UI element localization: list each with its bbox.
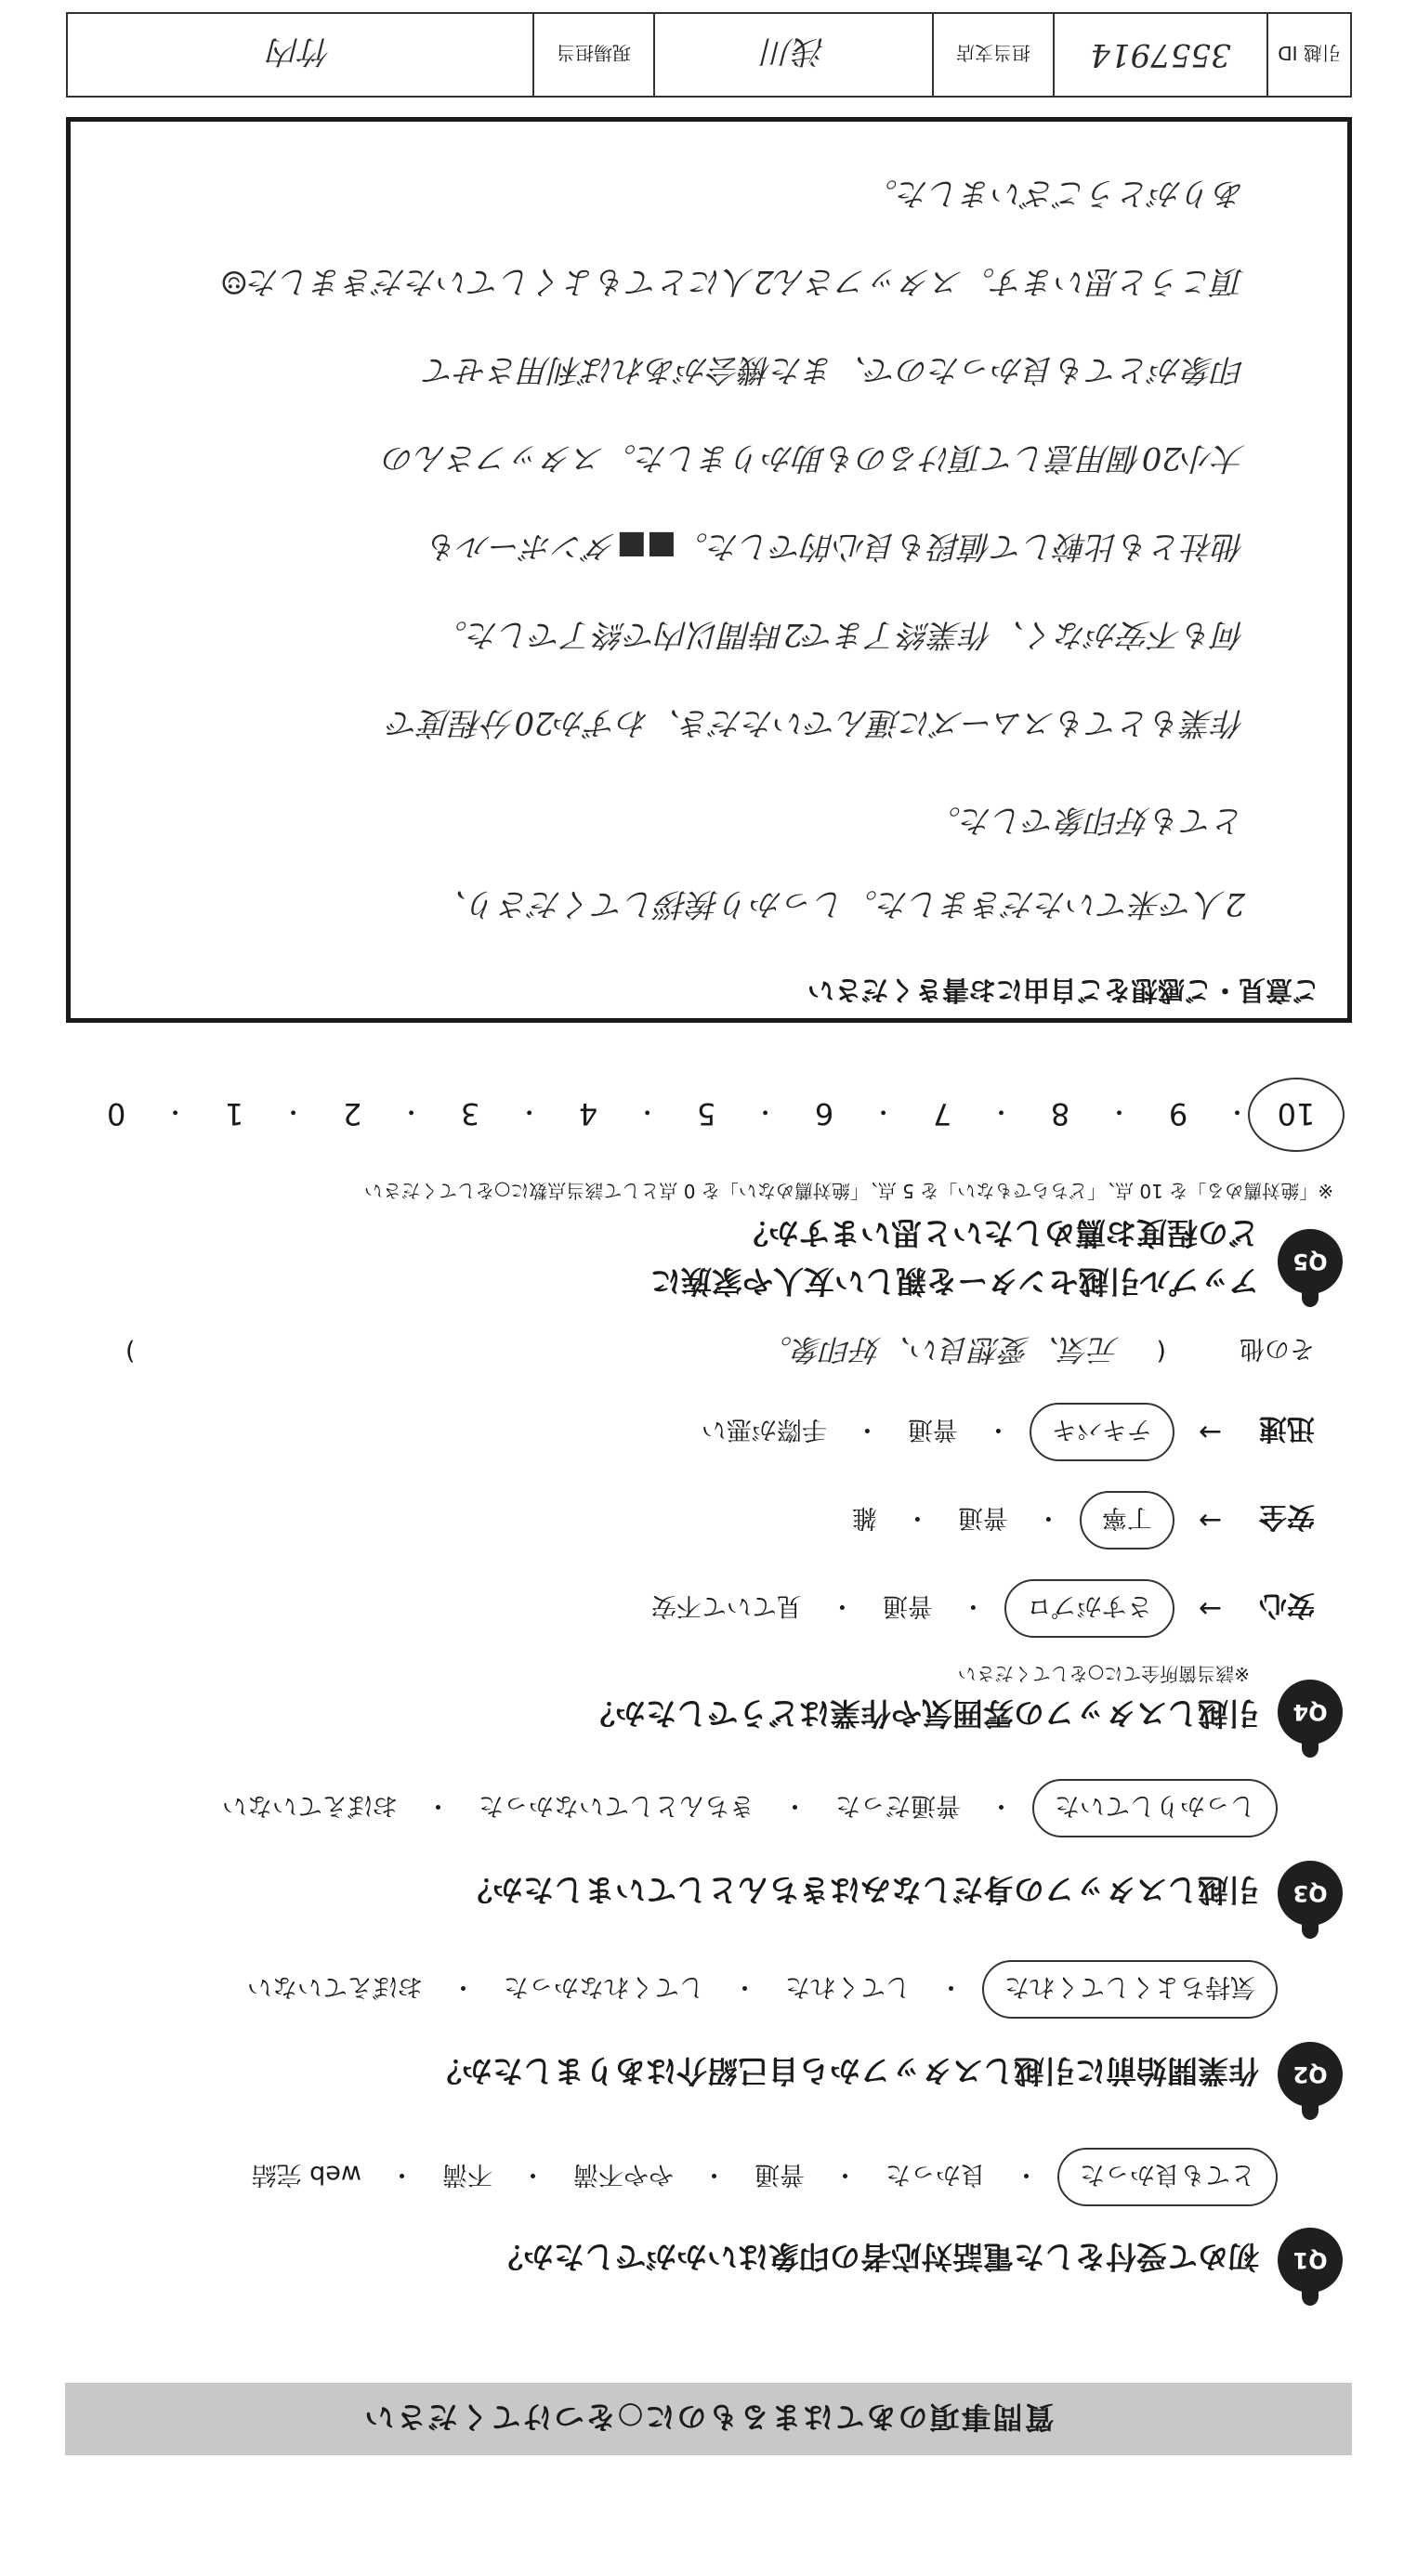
q4-row-label: 安全 [1259, 1500, 1315, 1534]
q4-anshin-option-pro[interactable]: さすがプロ [1004, 1579, 1174, 1638]
q5-score-7[interactable]: 7 [932, 1096, 952, 1131]
q2-option-pleasant[interactable]: 気持ちよくしてくれた [982, 1960, 1278, 2019]
branch-label: 担当支店 [932, 14, 1053, 96]
q2-badge: Q2 [1278, 2042, 1343, 2107]
q4-jinsoku-option-normal[interactable]: 普通 [907, 1415, 958, 1444]
q4-row-jinsoku: 迅速 → テキパキ ・ 普通 ・ 手際が悪い [692, 1403, 1315, 1461]
q3-option-neat[interactable]: しっかりしていた [1032, 1779, 1278, 1837]
q3-option-normal[interactable]: 普通だった [835, 1791, 961, 1820]
q5-scale: 10 ・ 9 ・ 8 ・ 7 ・ 6 ・ 5 ・ 4 ・ 3 ・ 2 ・ 1 ・ 0 [88, 1096, 1324, 1131]
q4-row-anshin: 安心 → さすがプロ ・ 普通 ・ 見ていて不安 [642, 1579, 1315, 1638]
comment-line: 頂こうと思います。スタッフさん2人にとてもよくしていただきました☺ [219, 263, 1245, 300]
q4-row-anzen: 安全 → 丁寧 ・ 普通 ・ 雑 [843, 1491, 1315, 1550]
leader-label: 現場担当 [532, 14, 653, 96]
leader-value[interactable]: 竹内 [269, 33, 332, 71]
q4-jinsoku-option-quick[interactable]: テキパキ [1030, 1403, 1174, 1461]
q4-row-label: 迅速 [1259, 1412, 1315, 1445]
q5-score-1[interactable]: 1 [224, 1096, 244, 1131]
q5-note: ※「絶対薦める」を 10 点、「どちらでもない」を 5 点、「絶対薦めない」を 0 点として該当点数に○をしてください [363, 1180, 1333, 1202]
footer-table [66, 12, 1352, 98]
q4-row-label: 安心 [1259, 1589, 1315, 1622]
q4-note: ※該当箇所全てに○をしてください [957, 1663, 1250, 1685]
q1-option-very-good[interactable]: とても良かった [1057, 2148, 1278, 2206]
comment-line: ありがとうございました。 [866, 175, 1245, 212]
arrow-right-icon: → [1198, 1592, 1222, 1625]
q3-question: 引越しスタッフの身だしなみはきちんとしていましたか？ [462, 1872, 1259, 1908]
q1-option-web[interactable]: web 完結 [251, 2160, 361, 2189]
comment-line: 他社とも比較して値段も良心的でした。■■ダンボールも [427, 528, 1245, 565]
q5-score-2[interactable]: 2 [342, 1096, 362, 1131]
q4-anzen-option-rough[interactable]: 雑 [851, 1503, 877, 1532]
q2-option-did[interactable]: してくれた [785, 1972, 911, 2001]
comment-line: 印象がとても良かったので、また機会があれば利用させて [424, 351, 1245, 388]
id-label: 引越 ID [1266, 14, 1350, 96]
q5-question-line2: どの程度お薦めしたいと思いますか？ [738, 1215, 1259, 1251]
q4-other-answer[interactable]: 元気、愛想良い、好印象。 [762, 1332, 1120, 1367]
paren-open: ( [1156, 1337, 1166, 1366]
q4-badge: Q4 [1278, 1680, 1343, 1745]
q4-row-other [107, 1330, 1315, 1373]
q1-options: とても良かった ・ 良かった ・ 普通 ・ やや不満 ・ 不満 ・ web 完結 [243, 2148, 1278, 2206]
q5-score-9[interactable]: 9 [1168, 1096, 1188, 1131]
q4-anzen-option-normal[interactable]: 普通 [957, 1503, 1008, 1532]
q4-anshin-option-worried[interactable]: 見ていて不安 [650, 1591, 802, 1620]
arrow-right-icon: → [1198, 1416, 1222, 1448]
comment-line: とても好印象でした。 [929, 802, 1245, 839]
q5-score-0[interactable]: 0 [106, 1096, 126, 1131]
comment-line: 2人で来ていただきました。しっかり挨拶してくださり、 [435, 885, 1245, 922]
q1-question: 初めて受付をした電話対応者の印象はいかがでしたか？ [492, 2239, 1259, 2275]
arrow-right-icon: → [1198, 1504, 1222, 1536]
branch-value[interactable]: 浅川 [653, 14, 932, 96]
comment-title: ご意見・ご感想をご自由にお書きください [807, 974, 1319, 1006]
q3-badge: Q3 [1278, 1861, 1343, 1926]
q1-option-good[interactable]: 良かった [886, 2160, 986, 2189]
q4-jinsoku-option-clumsy[interactable]: 手際が悪い [701, 1415, 827, 1444]
q1-option-dissatisfied[interactable]: 不満 [442, 2160, 492, 2189]
q4-anshin-option-normal[interactable]: 普通 [882, 1591, 933, 1620]
q4-other-label: その他 [1240, 1334, 1315, 1364]
q5-score-8[interactable]: 8 [1050, 1096, 1070, 1131]
q5-score-4[interactable]: 4 [578, 1096, 598, 1131]
q1-option-slightly-dissatisfied[interactable]: やや不満 [573, 2160, 674, 2189]
id-value[interactable]: 3557914 [1053, 14, 1266, 96]
paren-close: ) [125, 1337, 136, 1366]
q3-option-not-neat[interactable]: きちんとしていなかった [479, 1791, 754, 1820]
instruction-banner: 質問事項のあてはまるものに○をつけてください [65, 2383, 1352, 2455]
comment-line: 大小20個用意して頂けるのも助かりました。スタッフさんの [383, 439, 1245, 477]
q2-question: 作業開始前に引越しスタッフから自己紹介はありましたか？ [431, 2053, 1259, 2089]
comment-box[interactable] [66, 117, 1352, 1023]
q2-option-dont-remember[interactable]: おぼえていない [247, 1972, 423, 2001]
q5-question-line1: アップル引越センターを親しい友人や家族に [649, 1263, 1259, 1300]
q2-option-did-not[interactable]: してくれなかった [504, 1972, 704, 2001]
q5-score-6[interactable]: 6 [814, 1096, 834, 1131]
q4-anzen-option-careful[interactable]: 丁寧 [1080, 1491, 1174, 1550]
q5-score-5[interactable]: 5 [696, 1096, 716, 1131]
q5-score-3[interactable]: 3 [460, 1096, 480, 1131]
q5-badge: Q5 [1278, 1229, 1343, 1294]
q2-options: 気持ちよくしてくれた ・ してくれた ・ してくれなかった ・ おぼえていない [238, 1960, 1278, 2019]
q4-question: 引越しスタッフの雰囲気や作業はどうでしたか？ [584, 1695, 1259, 1732]
q5-score-10[interactable]: 10 [1268, 1096, 1324, 1131]
q3-options: しっかりしていた ・ 普通だった ・ きちんとしていなかった ・ おぼえていない [213, 1779, 1278, 1837]
q1-option-normal[interactable]: 普通 [754, 2160, 805, 2189]
comment-line: 作業もとてもスムーズに運んでいただき、わずか20分程度で [387, 704, 1245, 741]
q3-option-dont-remember[interactable]: おぼえていない [222, 1791, 398, 1820]
comment-line: 何も不安がなく、作業終了まで2時間以内で終了でした。 [436, 616, 1245, 653]
q1-badge: Q1 [1278, 2228, 1343, 2293]
